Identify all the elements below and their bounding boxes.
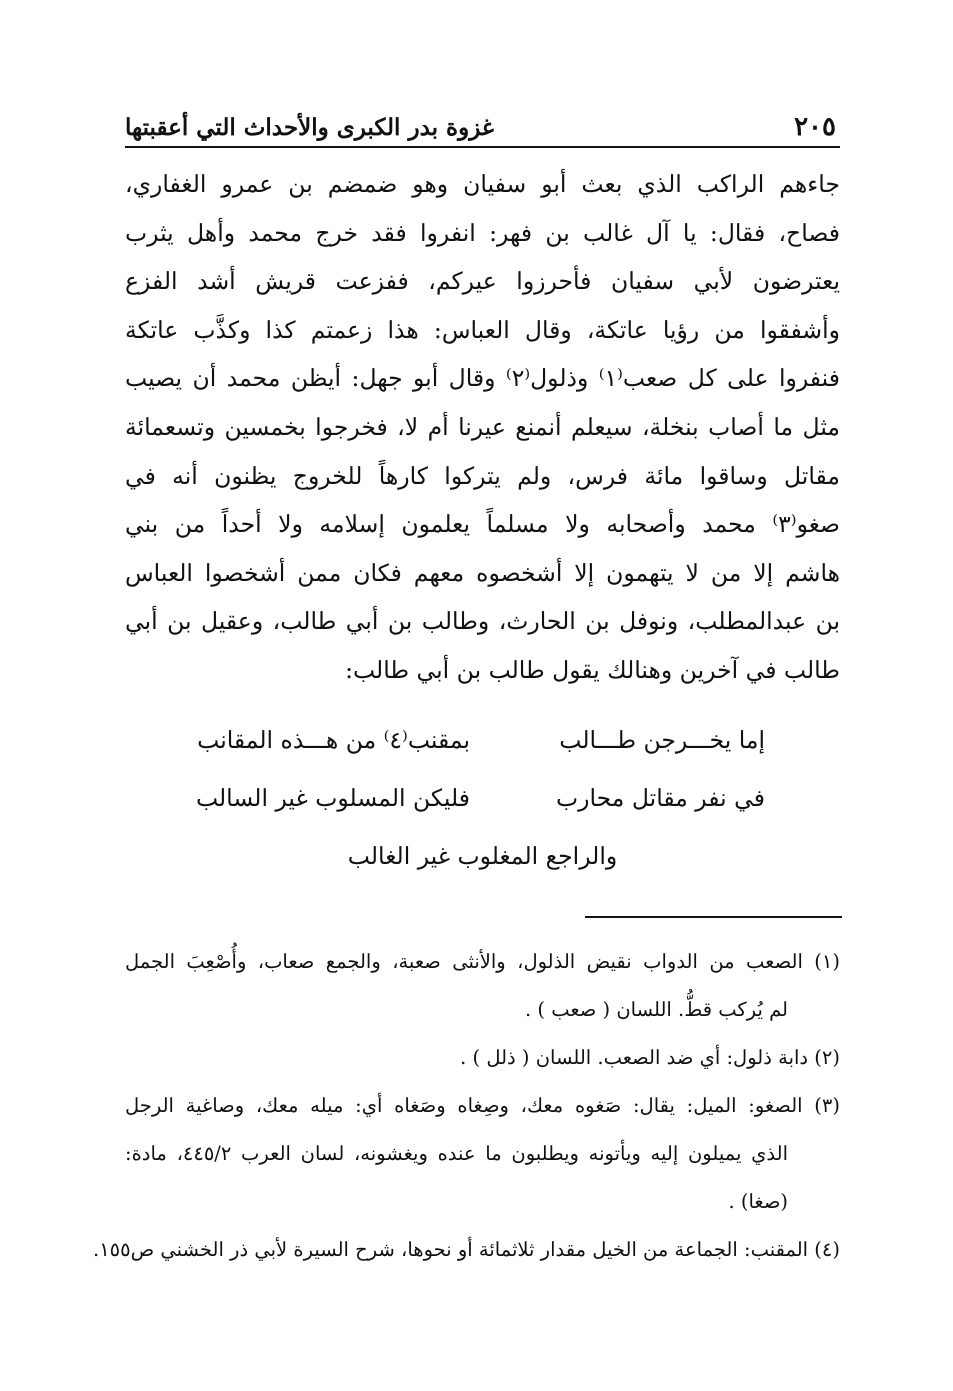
footnote-separator	[585, 916, 842, 918]
poem-verse	[125, 769, 840, 827]
footnote-2	[125, 1034, 840, 1082]
text-line: بن عبدالمطلب، ونوفل بن الحارث، وطالب بن أبي طالب، وعقيل بن أبي	[125, 607, 840, 636]
footnote-line: (٣) الصغو: الميل: يقال: صَغوه معك، وصِغاه وصَغاه أي: ميله معك، وصاغية الرجل	[125, 1094, 840, 1117]
verse-first-hemistich: في نفر مقاتل محارب	[556, 784, 765, 812]
header-rule	[125, 146, 840, 148]
text-line: يعترضون لأبي سفيان فأحرزوا عيركم، ففزعت قريش أشد الفزع	[125, 267, 840, 296]
main-text	[125, 160, 840, 695]
footnote-line: الذي يميلون إليه ويأتونه ويطلبون ما عنده ويغشونه، لسان العرب ٤٤٥/٢، مادة:	[125, 1142, 788, 1165]
page-header	[125, 108, 840, 148]
footnote-3	[125, 1082, 840, 1226]
text-line: وأشفقوا من رؤيا عاتكة، وقال العباس: هذا زعمتم كذا وكذَّب عاتكة	[125, 315, 840, 344]
text-line: طالب في آخرين وهنالك يقول طالب بن أبي طالب:	[345, 655, 840, 684]
footnote-1	[125, 938, 840, 1034]
verse-first-hemistich: إما يخـــرجن طـــالب	[559, 726, 765, 754]
text-line: جاءهم الراكب الذي بعث أبو سفيان وهو ضمضم بن عمرو الغفاري،	[125, 170, 840, 198]
text-line: مثل ما أصاب بنخلة، سيعلم أنمنع عيرنا أم لا، فخرجوا بخمسين وتسعمائة	[125, 412, 840, 441]
text-line: هاشم إلا من لا يتهمون إلا أشخصوه معهم فكان ممن أشخصوا العباس	[125, 558, 840, 587]
footnote-line: لم يُركب قطُّ. اللسان ( صعب ) .	[525, 998, 788, 1021]
poem	[125, 711, 840, 885]
text-line: فصاح، فقال: يا آل غالب بن فهر: انفروا فقد خرج محمد وأهل يثرب	[125, 218, 840, 247]
footnote-line: (٢) دابة ذلول: أي ضد الصعب. اللسان ( ذلل ) .	[460, 1046, 840, 1069]
poem-verse	[125, 711, 840, 769]
footnote-line: (صغا) .	[728, 1190, 788, 1213]
text-line: مقاتل وساقوا مائة فرس، ولم يتركوا كارهاً للخروج يظنون أنه في	[125, 461, 840, 490]
verse-second-hemistich: فليكن المسلوب غير السالب	[195, 784, 470, 812]
footnote-line: (١) الصعب من الدواب نقيض الذلول، والأنثى صعبة، والجمع صعاب، وأُصْعِبَ الجمل	[125, 950, 840, 973]
text-line: فنفروا على كل صعب⁽١⁾ وذلول⁽٢⁾ وقال أبو جهل: أيظن محمد أن يصيب	[125, 364, 840, 393]
footnote-4	[92, 1226, 840, 1274]
text-line: صغو⁽٣⁾ محمد وأصحابه ولا مسلماً يعلمون إسلامه ولا أحداً من بني	[125, 510, 840, 539]
running-title: غزوة بدر الكبرى والأحداث التي أعقبتها	[125, 114, 494, 141]
page-number: ٢٠٥	[794, 112, 836, 142]
footnote-line: (٤) المقنب: الجماعة من الخيل مقدار ثلاثمائة أو نحوها، شرح السيرة لأبي ذر الخشني ص١٥٥.	[92, 1238, 840, 1261]
footnotes	[92, 938, 840, 1274]
poem-verse-single: والراجع المغلوب غير الغالب	[347, 842, 618, 870]
verse-second-hemistich: بمقنب⁽٤⁾ من هـــذه المقانب	[197, 726, 470, 754]
